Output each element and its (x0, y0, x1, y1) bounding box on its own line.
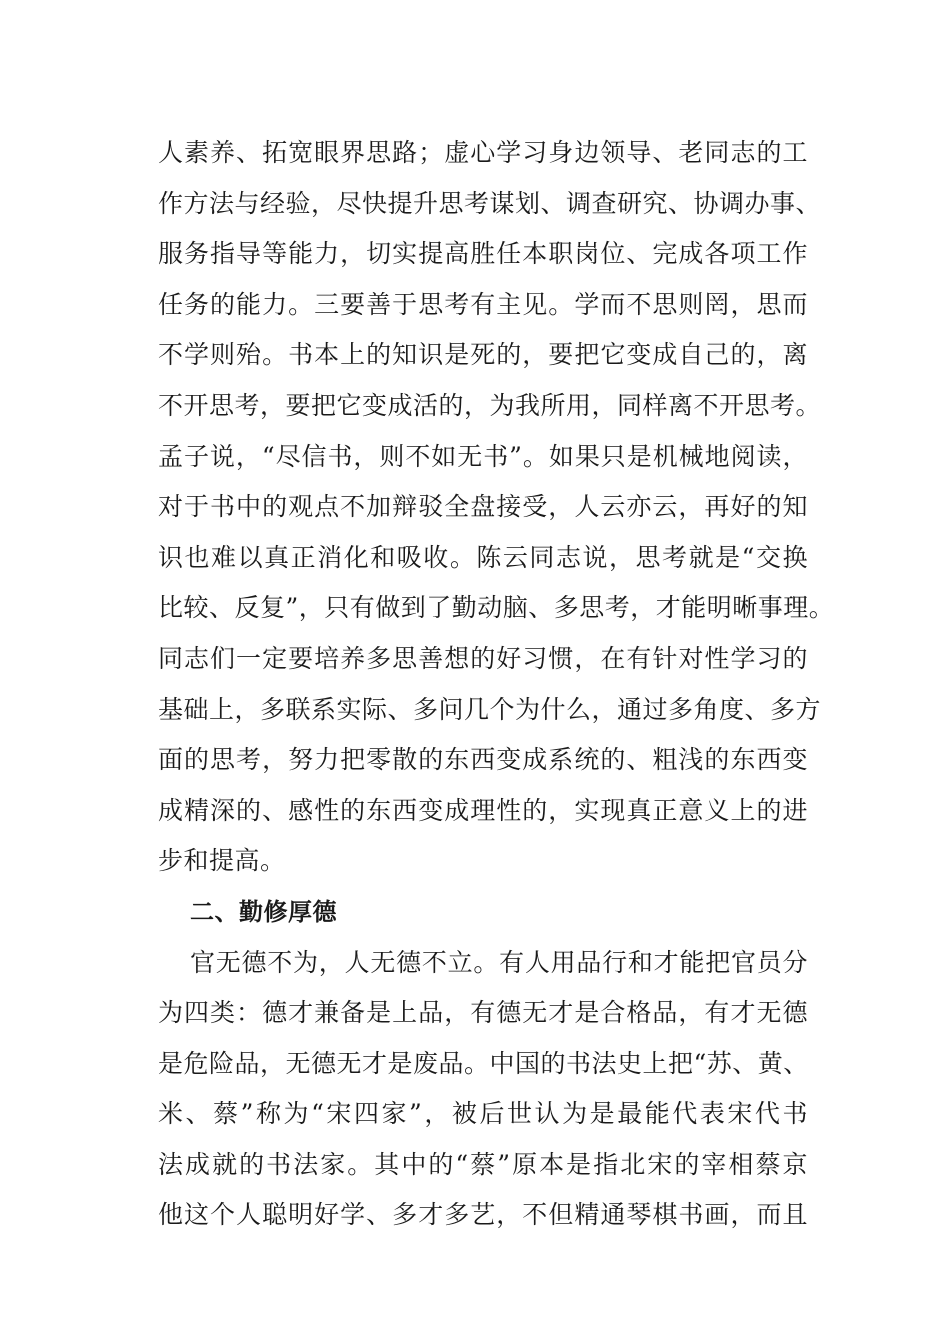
text-line: 比较、反复”，只有做到了勤动脑、多思考，才能明晰事理。 (158, 593, 835, 623)
text-line: 不学则殆。书本上的知识是死的，要把它变成自己的，离 (158, 340, 808, 370)
text-line: 步和提高。 (158, 846, 286, 876)
document-body (158, 128, 835, 1241)
text-line: 官无德不为，人无德不立。有人用品行和才能把官员分 (190, 947, 808, 977)
text-line: 为四类：德才兼备是上品，有德无才是合格品，有才无德 (158, 998, 808, 1028)
text-line: 任务的能力。三要善于思考有主见。学而不思则罔，思而 (158, 289, 808, 319)
text-line: 法成就的书法家。其中的“蔡”原本是指北宋的宰相蔡京 (158, 1149, 808, 1179)
text-line: 作方法与经验，尽快提升思考谋划、调查研究、协调办事、 (158, 188, 822, 218)
text-line: 基础上，多联系实际、多问几个为什么，通过多角度、多方 (158, 694, 822, 724)
text-line: 成精深的、感性的东西变成理性的，实现真正意义上的进 (158, 795, 808, 825)
text-line: 米、蔡”称为“宋四家”，被后世认为是最能代表宋代书 (158, 1099, 808, 1129)
text-line: 同志们一定要培养多思善想的好习惯，在有针对性学习的 (158, 643, 808, 673)
text-line: 识也难以真正消化和吸收。陈云同志说，思考就是“交换 (158, 542, 808, 572)
text-line: 不开思考，要把它变成活的，为我所用，同样离不开思考。 (158, 390, 822, 420)
section-heading: 二、勤修厚德 (190, 897, 337, 926)
text-line: 服务指导等能力，切实提高胜任本职岗位、完成各项工作 (158, 239, 808, 269)
text-line: 对于书中的观点不加辩驳全盘接受，人云亦云，再好的知 (158, 492, 808, 522)
text-line: 人素养、拓宽眼界思路；虚心学习身边领导、老同志的工 (158, 138, 808, 167)
text-line: 孟子说，“尽信书，则不如无书”。如果只是机械地阅读， (158, 441, 808, 471)
text-line: 面的思考，努力把零散的东西变成系统的、粗浅的东西变 (158, 745, 808, 775)
text-line: 他这个人聪明好学、多才多艺，不但精通琴棋书画，而且 (158, 1200, 808, 1230)
text-line: 是危险品，无德无才是废品。中国的书法史上把“苏、黄、 (158, 1048, 809, 1078)
